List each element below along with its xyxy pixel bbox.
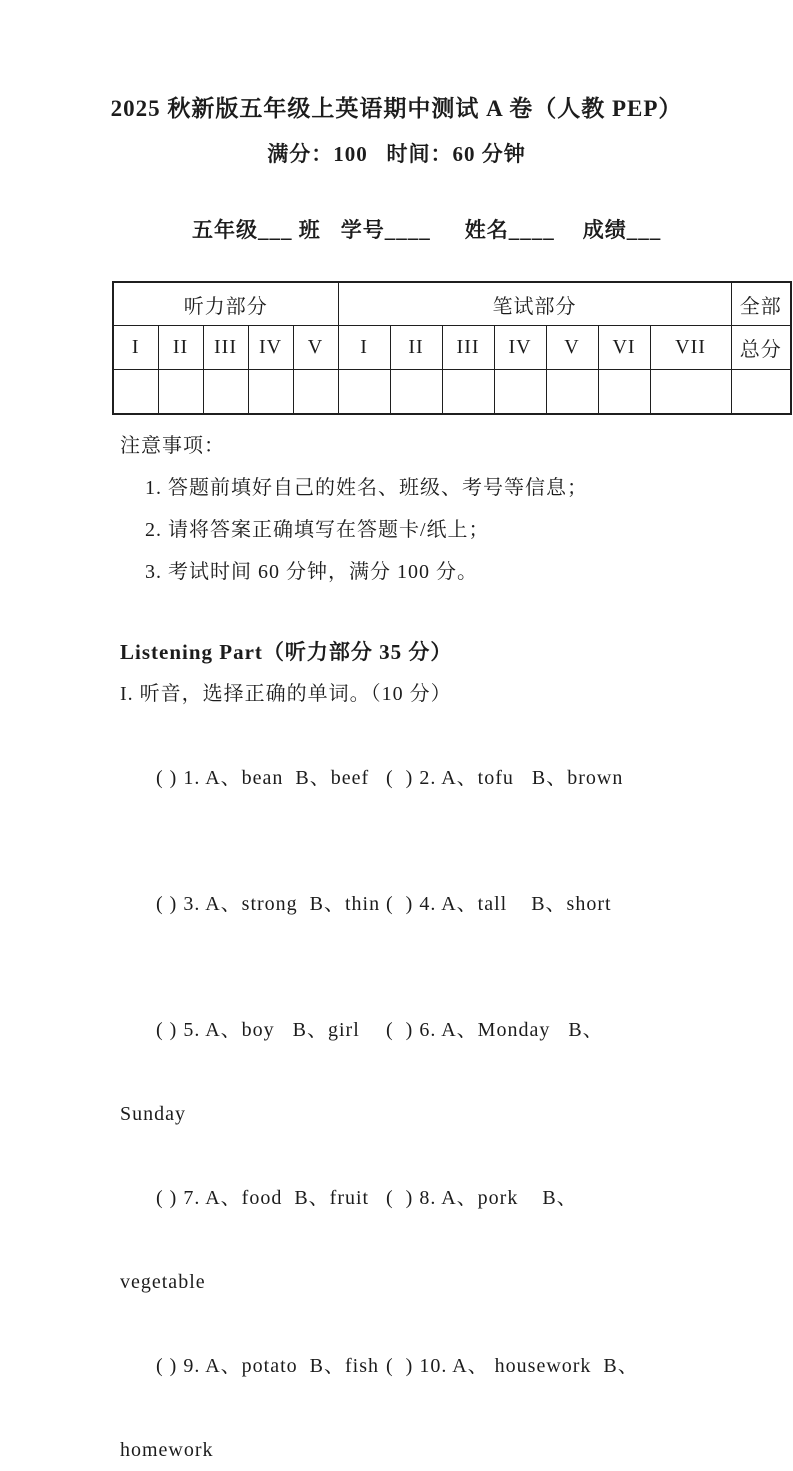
numeral-cell: V xyxy=(546,326,598,370)
numeral-cell: VI xyxy=(598,326,650,370)
numeral-cell: VII xyxy=(650,326,731,370)
score-entry-cell xyxy=(203,370,248,415)
question-pair-row xyxy=(120,967,733,1093)
total-section-header: 全部 xyxy=(731,282,791,326)
total-label-cell: 总分 xyxy=(731,326,791,370)
question-item: ( ) 9. A、potato B、fish xyxy=(156,1355,379,1377)
numeral-cell: III xyxy=(442,326,494,370)
numeral-cell: II xyxy=(158,326,203,370)
note-item-2: 2. 请将答案正确填写在答题卡/纸上； xyxy=(145,519,490,541)
score-table-numeral-row xyxy=(113,326,791,370)
notes-section xyxy=(120,425,733,593)
question-item: ( ) 5. A、boy B、girl xyxy=(156,1019,360,1041)
score-entry-cell xyxy=(442,370,494,415)
question-item: ( ) 4. A、tall B、short xyxy=(386,893,612,915)
score-table-blank-row xyxy=(113,370,791,415)
score-entry-cell xyxy=(731,370,791,415)
numeral-cell: IV xyxy=(248,326,293,370)
question-item: ( ) 8. A、pork B、 xyxy=(386,1187,578,1209)
note-item-3: 3. 考试时间 60 分钟，满分 100 分。 xyxy=(145,561,478,583)
question-carry-line: homework xyxy=(120,1439,214,1461)
question-item: ( ) 1. A、bean B、beef xyxy=(156,767,370,789)
score-blank: 成绩___ xyxy=(582,218,662,242)
question-pair-row xyxy=(120,715,733,841)
score-entry-cell xyxy=(113,370,158,415)
score-entry-cell xyxy=(390,370,442,415)
numeral-cell: I xyxy=(338,326,390,370)
numeral-cell: V xyxy=(293,326,338,370)
score-entry-cell xyxy=(546,370,598,415)
question-pair-row xyxy=(120,1135,733,1261)
listening-section-1 xyxy=(120,673,733,1471)
question-item: ( ) 6. A、Monday B、 xyxy=(386,1019,604,1041)
score-entry-cell xyxy=(158,370,203,415)
numeral-cell: IV xyxy=(494,326,546,370)
question-carry-line: vegetable xyxy=(120,1271,206,1293)
score-entry-cell xyxy=(248,370,293,415)
score-table xyxy=(112,281,792,415)
question-item: ( ) 2. A、tofu B、brown xyxy=(386,767,624,789)
note-item-1: 1. 答题前填好自己的姓名、班级、考号等信息； xyxy=(145,477,588,499)
question-item: ( ) 3. A、strong B、thin xyxy=(156,893,381,915)
score-entry-cell xyxy=(650,370,731,415)
student-id-blank: 学号____ xyxy=(340,218,431,242)
written-section-header: 笔试部分 xyxy=(338,282,731,326)
question-item: ( ) 10. A、 housework B、 xyxy=(386,1355,639,1377)
student-info-line xyxy=(167,185,793,275)
question-pair-row xyxy=(120,1303,733,1429)
section-1-title: I. 听音，选择正确的单词。（10 分） xyxy=(120,683,452,705)
score-table-section-row xyxy=(113,282,791,326)
listening-part-heading: Listening Part（听力部分 35 分） xyxy=(120,640,453,664)
grade-class-blank: 五年级___ 班 xyxy=(192,218,321,242)
score-entry-cell xyxy=(293,370,338,415)
exam-score-time: 满分：100 时间：60 分钟 xyxy=(267,142,526,166)
numeral-cell: I xyxy=(113,326,158,370)
question-item: ( ) 7. A、food B、fruit xyxy=(156,1187,370,1209)
question-carry-line: Sunday xyxy=(120,1103,186,1125)
question-pair-row xyxy=(120,841,733,967)
numeral-cell: III xyxy=(203,326,248,370)
score-entry-cell xyxy=(338,370,390,415)
listening-section-header: 听力部分 xyxy=(113,282,338,326)
notes-heading: 注意事项： xyxy=(120,435,225,457)
name-blank: 姓名____ xyxy=(464,218,555,242)
score-entry-cell xyxy=(494,370,546,415)
exam-title: 2025 秋新版五年级上英语期中测试 A 卷（人教 PEP） xyxy=(110,96,683,121)
score-entry-cell xyxy=(598,370,650,415)
numeral-cell: II xyxy=(390,326,442,370)
